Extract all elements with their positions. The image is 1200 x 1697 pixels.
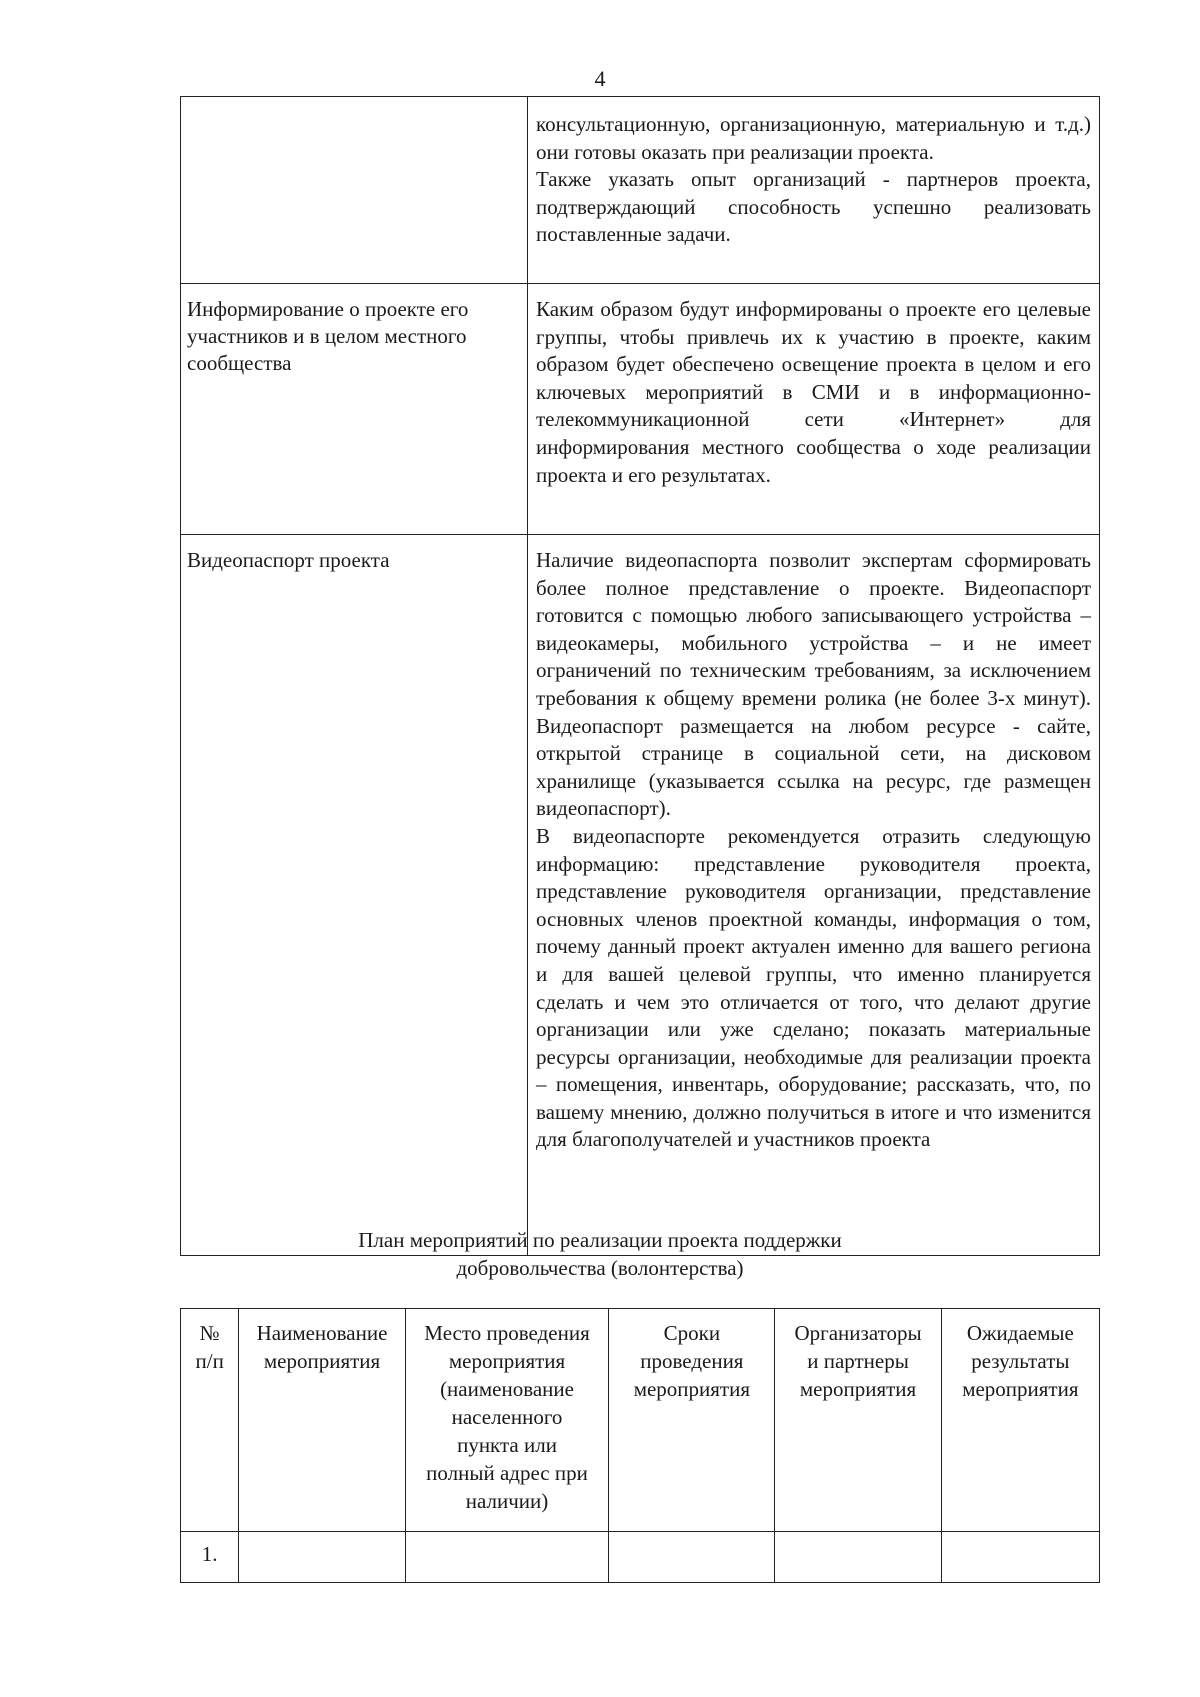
plan-title-line: План мероприятий по реализации проекта поддержки [358,1228,842,1252]
page-number: 4 [594,66,606,91]
cell-event-name [239,1532,405,1583]
cell-results [941,1532,1099,1583]
info-paragraph: В видеопаспорте рекомендуется отразить следующую информацию: представление руководителя проекта, представление руководителя организации, представление основных членов проектной команды, информация о том, почему данный проект актуален именно для вашего региона и для вашей целевой группы, что именно планируется сделать и чем это отличается от того, что делают другие организации или уже сделано; показать материальные ресурсы организации, необходимые для реализации проекта – помещения, инвентарь, оборудование; рассказать, что, по вашему мнению, должно получиться в итоге и что изменится для благополучателей и участников проекта [536,823,1091,1152]
col-header-location: Место проведения мероприятия (наименование населенного пункта или полный адрес при наличии) [405,1309,609,1532]
col-header-number: № п/п [181,1309,239,1532]
cell-organizers [775,1532,941,1583]
info-row-informing [181,284,1100,535]
col-header-event-name: Наименование мероприятия [239,1309,405,1532]
col-header-organizers: Организаторы и партнеры мероприятия [775,1309,941,1532]
plan-header-row [181,1309,1100,1532]
info-row-videopassport [181,535,1100,1256]
col-header-dates: Сроки проведения мероприятия [609,1309,775,1532]
info-paragraph: консультационную, организационную, материальную и т.д.) они готовы оказать при реализации проекта. [536,112,1091,164]
event-plan-table [180,1308,1100,1583]
cell-number: 1. [181,1532,239,1583]
project-info-table [180,96,1100,1256]
info-paragraph: Каким образом будут информированы о проекте его целевые группы, чтобы привлечь их к участию в проекте, каким образом будет обеспечено освещение проекта в целом и его ключевых мероприятий в СМИ и в информационно-телекоммуникационной сети «Интернет» для информирования местного сообщества о ходе реализации проекта и его результатах. [536,297,1091,487]
info-paragraph: Наличие видеопаспорта позволит экспертам сформировать более полное представление о проекте. Видеопаспорт готовится с помощью любого записывающего устройства – видеокамеры, мобильного устройства – и не имеет ограничений по техническим требованиям, за исключением требования к общему времени ролика (не более 3-х минут). Видеопаспорт размещается на любом ресурсе - сайте, открытой странице в социальной сети, на дисковом хранилище (указывается ссылка на ресурс, где размещен видеопаспорт). [536,548,1091,821]
plan-data-row [181,1532,1100,1583]
info-row-description [528,535,1100,1256]
info-row-description [528,284,1100,535]
info-row-label: Видеопаспорт проекта [181,535,528,1256]
col-header-results: Ожидаемые результаты мероприятия [941,1309,1099,1532]
cell-dates [609,1532,775,1583]
info-row-label: Информирование о проекте его участников и в целом местного сообщества [181,284,528,535]
info-row-partners [181,97,1100,284]
plan-title [0,1226,1200,1282]
info-paragraph: Также указать опыт организаций - партнеров проекта, подтверждающий способность успешно реализовать поставленные задачи. [536,167,1091,247]
plan-title-line: добровольчества (волонтерства) [456,1256,744,1280]
cell-location [405,1532,609,1583]
info-row-label [181,97,528,284]
info-row-description [528,97,1100,284]
